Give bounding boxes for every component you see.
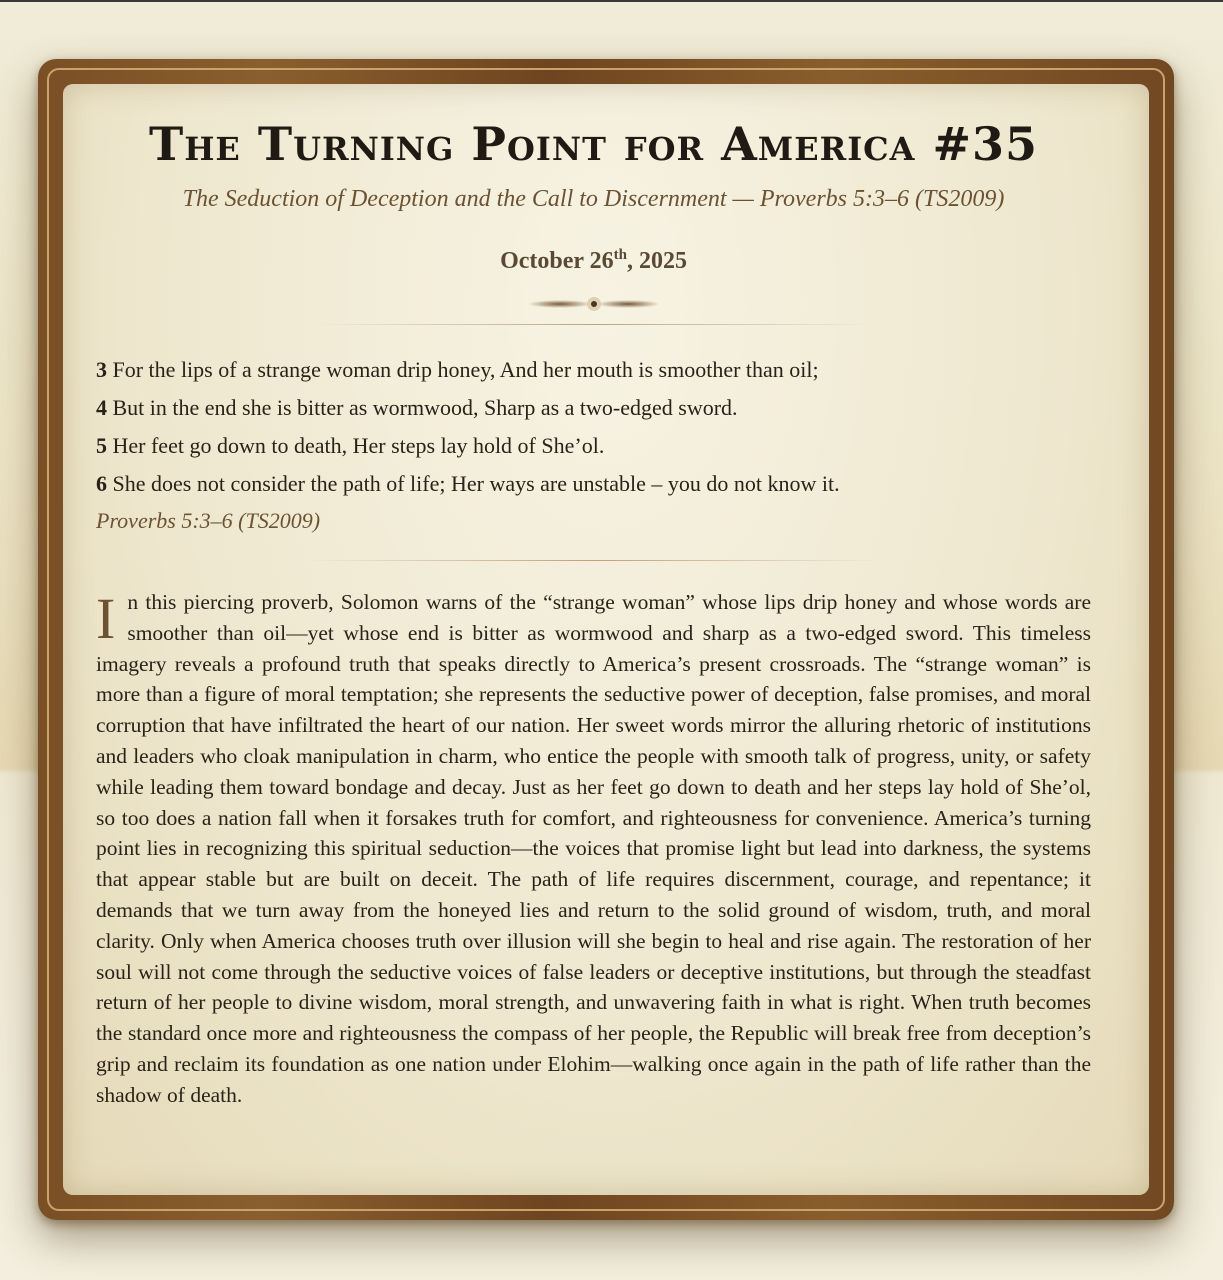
divider-rule	[314, 324, 874, 325]
verse-number: 5	[96, 433, 107, 458]
verse-text: She does not consider the path of life; Her ways are unstable – you do not know it.	[107, 471, 840, 496]
verse-text: Her feet go down to death, Her steps lay hold of She’ol.	[107, 433, 605, 458]
verse-5	[96, 427, 1091, 465]
divider-ornament-icon	[524, 294, 664, 314]
parchment-page	[63, 84, 1149, 1195]
commentary-text: n this piercing proverb, Solomon warns of the “strange woman” whose lips drip honey and whose words are smoother than oil—yet whose end is bitter as wormwood and sharp as a two-edged sword. This timeless imagery reveals a profound truth that speaks directly to America’s present crossroads. The “strange woman” is more than a figure of moral temptation; she represents the seductive power of deception, false promises, and moral corruption that have infiltrated the heart of our nation. Her sweet words mirror the alluring rhetoric of institutions and leaders who cloak manipulation in charm, who entice the people with smooth talk of progress, unity, or safety while leading them toward bondage and decay. Just as her feet go down to death and her steps lay hold of She’ol, so too does a nation fall when it forsakes truth for comfort, and righteousness for convenience. America’s turning point lies in recognizing this spiritual seduction—the voices that promise light but lead into darkness, the systems that appear stable but are built on deceit. The path of life requires discernment, courage, and repentance; it demands that we turn away from the honeyed lies and return to the solid ground of wisdom, truth, and moral clarity. Only when America chooses truth over illusion will she begin to heal and rise again. The restoration of her soul will not come through the seductive voices of false leaders or deceptive institutions, but through the steadfast return of her people to divine wisdom, moral strength, and unwavering faith in what is right. When truth becomes the standard once more and righteousness the compass of her people, the Republic will break free from deception’s grip and reclaim its foundation as one nation under Elohim—walking once again in the path of life rather than the shadow of death.	[96, 590, 1091, 1107]
verse-4	[96, 389, 1091, 427]
commentary-paragraph	[96, 587, 1091, 1111]
scripture-citation: Proverbs 5:3–6 (TS2009)	[96, 508, 321, 533]
wooden-frame	[38, 59, 1174, 1220]
page-title: The Turning Point for America #35	[148, 117, 1039, 171]
top-border-line	[0, 0, 1223, 2]
verse-number: 4	[96, 395, 107, 420]
scripture-passage	[96, 351, 1091, 503]
date-day: October 26	[500, 248, 614, 274]
date-ordinal: th	[613, 247, 627, 263]
verse-text: For the lips of a strange woman drip honey, And her mouth is smoother than oil;	[107, 357, 819, 382]
date-year: , 2025	[626, 248, 687, 274]
verse-number: 6	[96, 471, 107, 496]
verse-3	[96, 351, 1091, 389]
page-subtitle: The Seduction of Deception and the Call to Discernment — Proverbs 5:3–6 (TS2009)	[182, 186, 1005, 212]
verse-6	[96, 465, 1091, 503]
drop-cap: I	[96, 586, 116, 651]
verse-number: 3	[96, 357, 107, 382]
verse-text: But in the end she is bitter as wormwood, Sharp as a two-edged sword.	[107, 395, 738, 420]
section-divider	[304, 560, 884, 561]
publish-date	[96, 240, 1091, 276]
